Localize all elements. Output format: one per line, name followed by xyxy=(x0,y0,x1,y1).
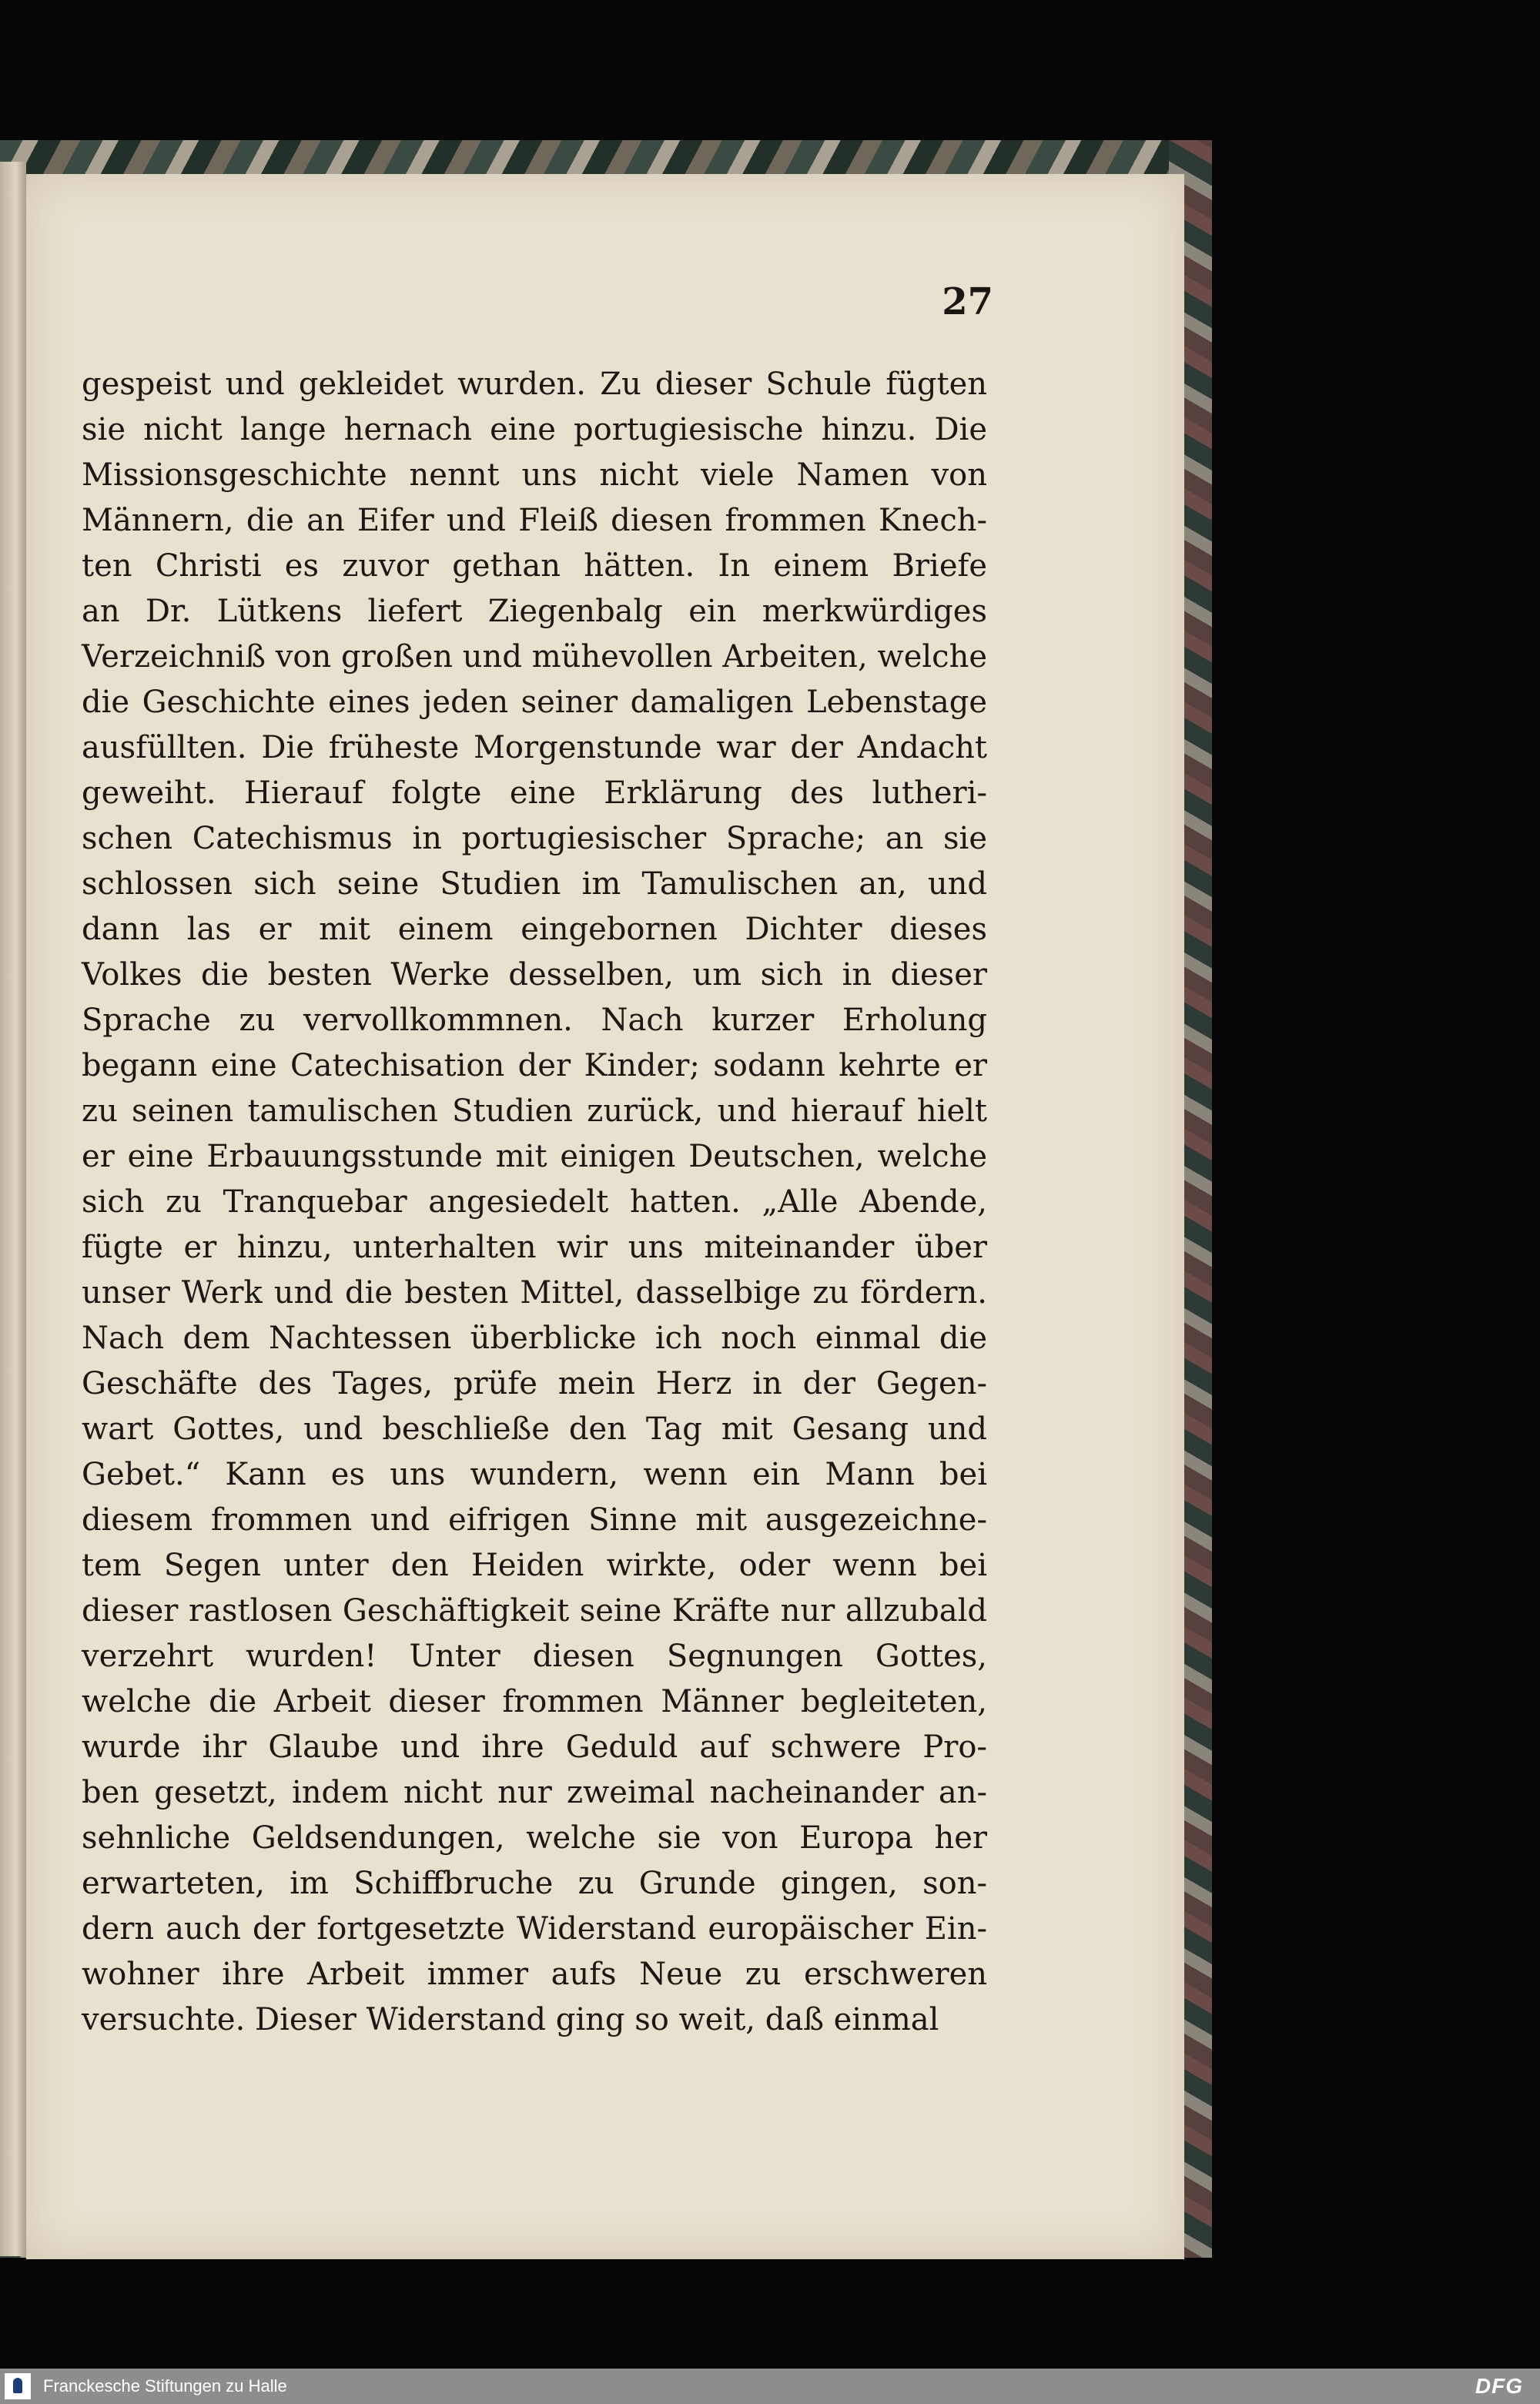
text-line: Nach dem Nachtessen überblicke ich noch einmal die xyxy=(82,1321,987,1356)
text-line: erwarteten, im Schiffbruche zu Grunde gingen, son- xyxy=(82,1866,987,1901)
text-line: unser Werk und die besten Mittel, dasselbige zu fördern. xyxy=(82,1275,987,1311)
text-line: er eine Erbauungsstunde mit einigen Deutschen, welche xyxy=(82,1139,987,1174)
text-line: dann las er mit einem eingebornen Dichter dieses xyxy=(82,912,987,947)
text-line: dieser rastlosen Geschäftigkeit seine Kräfte nur allzubald xyxy=(82,1593,987,1629)
text-line: Geschäfte des Tages, prüfe mein Herz in der Gegen- xyxy=(82,1366,987,1401)
text-line: diesem frommen und eifrigen Sinne mit ausgezeichne- xyxy=(82,1502,987,1538)
text-line: sie nicht lange hernach eine portugiesische hinzu. Die xyxy=(82,412,987,447)
dfg-logo: DFG xyxy=(1475,2374,1523,2398)
text-line: sich zu Tranquebar angesiedelt hatten. „Alle Abende, xyxy=(82,1184,987,1220)
viewer-footer-bar xyxy=(0,2369,1540,2404)
text-line: verzehrt wurden! Unter diesen Segnungen Gottes, xyxy=(82,1639,987,1674)
text-line: Volkes die besten Werke desselben, um sich in dieser xyxy=(82,957,987,993)
text-line: dern auch der fortgesetzte Widerstand europäischer Ein- xyxy=(82,1911,987,1947)
page-number: 27 xyxy=(942,280,993,323)
institution-logo-icon xyxy=(5,2373,31,2399)
text-line: ausfüllten. Die früheste Morgenstunde war der Andacht xyxy=(82,730,987,765)
text-line: an Dr. Lütkens liefert Ziegenbalg ein merkwürdiges xyxy=(82,594,987,629)
text-line: schen Catechismus in portugiesischer Sprache; an sie xyxy=(82,821,987,856)
text-line: tem Segen unter den Heiden wirkte, oder wenn bei xyxy=(82,1548,987,1583)
text-line: geweiht. Hierauf folgte eine Erklärung des lutheri- xyxy=(82,775,987,811)
text-line: Sprache zu vervollkommnen. Nach kurzer Erholung xyxy=(82,1003,987,1038)
institution-name: Franckesche Stiftungen zu Halle xyxy=(43,2376,287,2396)
text-line: Verzeichniß von großen und mühevollen Arbeiten, welche xyxy=(82,639,987,675)
text-line: Gebet.“ Kann es uns wundern, wenn ein Mann bei xyxy=(82,1457,987,1492)
page-stack-edge xyxy=(0,162,26,2256)
text-line: die Geschichte eines jeden seiner damaligen Lebenstage xyxy=(82,685,987,720)
text-line: begann eine Catechisation der Kinder; sodann kehrte er xyxy=(82,1048,987,1083)
text-line: schlossen sich seine Studien im Tamulischen an, und xyxy=(82,866,987,902)
text-line: versuchte. Dieser Widerstand ging so weit, daß einmal xyxy=(82,2002,939,2037)
text-line: wart Gottes, und beschließe den Tag mit Gesang und xyxy=(82,1411,987,1447)
body-text xyxy=(82,362,987,2043)
text-line: Missionsgeschichte nennt uns nicht viele Namen von xyxy=(82,457,987,493)
text-line: Männern, die an Eifer und Fleiß diesen frommen Knech- xyxy=(82,503,987,538)
text-line: wurde ihr Glaube und ihre Geduld auf schwere Pro- xyxy=(82,1729,987,1765)
text-line: ben gesetzt, indem nicht nur zweimal nacheinander an- xyxy=(82,1775,987,1810)
text-line: wohner ihre Arbeit immer aufs Neue zu erschweren xyxy=(82,1957,987,1992)
text-line: sehnliche Geldsendungen, welche sie von Europa her xyxy=(82,1820,987,1856)
text-line: fügte er hinzu, unterhalten wir uns miteinander über xyxy=(82,1230,987,1265)
text-line: welche die Arbeit dieser frommen Männer begleiteten, xyxy=(82,1684,987,1719)
text-line: zu seinen tamulischen Studien zurück, und hierauf hielt xyxy=(82,1093,987,1129)
text-line: ten Christi es zuvor gethan hätten. In einem Briefe xyxy=(82,548,987,584)
text-line: gespeist und gekleidet wurden. Zu dieser Schule fügten xyxy=(82,367,987,402)
